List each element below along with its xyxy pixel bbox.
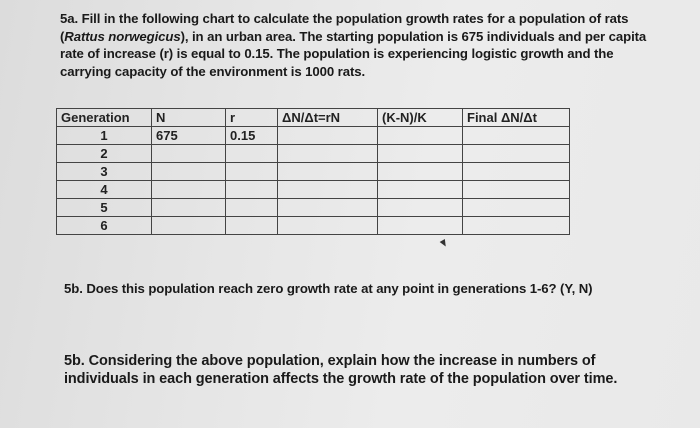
cell-final[interactable] <box>463 217 570 235</box>
cell-final[interactable] <box>463 163 570 181</box>
cell-generation: 3 <box>57 163 152 181</box>
cell-r[interactable] <box>226 145 278 163</box>
header-r: r <box>226 109 278 127</box>
cell-n[interactable] <box>152 181 226 199</box>
question-5a-text-start: Fill in the following chart to calculate the population growth rates for a population of rats ( <box>60 11 629 44</box>
header-final-delta-n: Final ΔN/Δt <box>463 109 570 127</box>
cell-k-minus-n[interactable] <box>378 163 463 181</box>
header-delta-n-rn: ΔN/Δt=rN <box>278 109 378 127</box>
table-row <box>57 217 570 235</box>
question-5a <box>60 10 660 80</box>
cell-n[interactable] <box>152 217 226 235</box>
cell-delta-n[interactable] <box>278 145 378 163</box>
mouse-cursor-icon <box>440 239 449 248</box>
question-5a-label: 5a. <box>60 11 79 26</box>
cell-generation: 4 <box>57 181 152 199</box>
question-5b-second-label: 5b. <box>64 353 85 369</box>
cell-n[interactable]: 675 <box>152 127 226 145</box>
cell-delta-n[interactable] <box>278 199 378 217</box>
cell-final[interactable] <box>463 127 570 145</box>
cell-delta-n[interactable] <box>278 163 378 181</box>
cell-final[interactable] <box>463 199 570 217</box>
table-row <box>57 181 570 199</box>
cell-r[interactable] <box>226 181 278 199</box>
table-row <box>57 145 570 163</box>
question-5b-second-text: Considering the above population, explain how the increase in numbers of individuals in each generation affects the growth rate of the population over time. <box>64 353 618 387</box>
cell-k-minus-n[interactable] <box>378 199 463 217</box>
table-header-row <box>57 109 570 127</box>
cell-delta-n[interactable] <box>278 217 378 235</box>
cell-r[interactable]: 0.15 <box>226 127 278 145</box>
table-row <box>57 127 570 145</box>
cell-delta-n[interactable] <box>278 181 378 199</box>
cell-r[interactable] <box>226 199 278 217</box>
cell-k-minus-n[interactable] <box>378 181 463 199</box>
header-generation: Generation <box>57 109 152 127</box>
header-n: N <box>152 109 226 127</box>
cell-delta-n[interactable] <box>278 127 378 145</box>
population-table <box>56 108 570 235</box>
cell-n[interactable] <box>152 145 226 163</box>
question-5b-explain <box>64 352 664 388</box>
species-name: Rattus norwegicus <box>64 28 181 44</box>
cell-n[interactable] <box>152 199 226 217</box>
cell-r[interactable] <box>226 217 278 235</box>
table-row <box>57 199 570 217</box>
cell-k-minus-n[interactable] <box>378 217 463 235</box>
cell-r[interactable] <box>226 163 278 181</box>
cell-generation: 6 <box>57 217 152 235</box>
header-k-minus-n-over-k: (K-N)/K <box>378 109 463 127</box>
question-5b-label: 5b. <box>64 281 83 296</box>
cell-final[interactable] <box>463 181 570 199</box>
cell-n[interactable] <box>152 163 226 181</box>
table-row <box>57 163 570 181</box>
question-5b-text: Does this population reach zero growth rate at any point in generations 1-6? (Y, N) <box>82 281 593 296</box>
cell-generation: 2 <box>57 145 152 163</box>
question-5a-text-end: ), in an urban area. The starting population is 675 individuals and per capita rate of increase (r) is equal to 0.15. The population is experiencing logistic growth and the carrying capacity of the environment is 1000 rats. <box>60 28 647 79</box>
cell-generation: 1 <box>57 127 152 145</box>
cell-final[interactable] <box>463 145 570 163</box>
cell-k-minus-n[interactable] <box>378 127 463 145</box>
cell-generation: 5 <box>57 199 152 217</box>
cell-k-minus-n[interactable] <box>378 145 463 163</box>
question-5b-zero-growth <box>64 281 592 296</box>
